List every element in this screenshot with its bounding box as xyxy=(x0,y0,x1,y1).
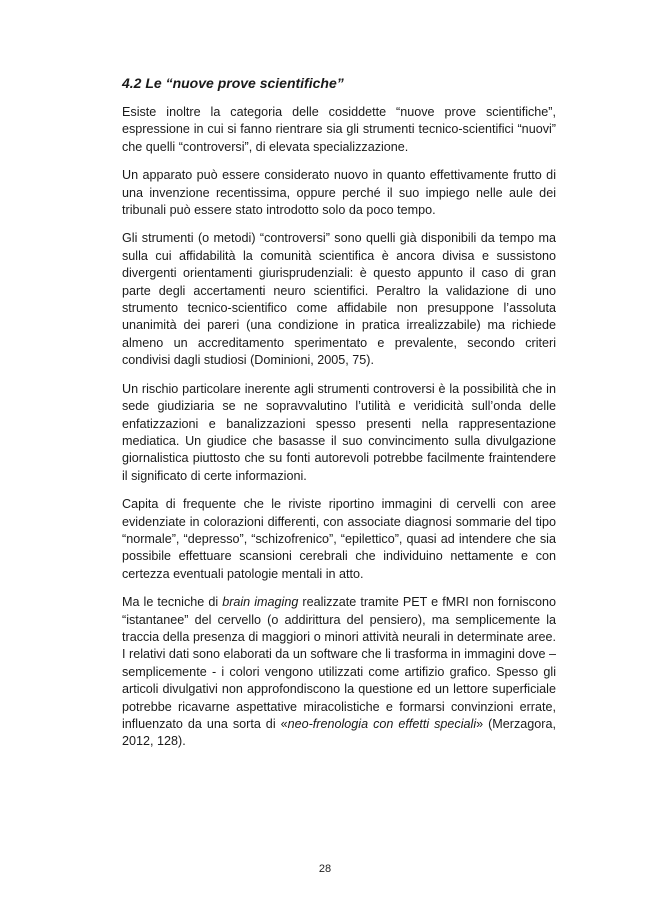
paragraph-2: Un apparato può essere considerato nuovo in quanto effettivamente frutto di una invenzione recentissima, oppure perché il suo impiego nelle aule dei tribunali può essere stato introdotto solo da poco tempo. xyxy=(122,168,556,218)
paragraph-6-text-2: realizzate tramite PET e fMRI non forniscono “istantanee” del cervello (o addirittura del pensiero), ma semplicemente la traccia della presenza di maggiori o minori attività neurali in determinate aree. I relativi dati sono elaborati da un software che li trasforma in immagini dove – semplicemente - i colori vengono utilizzati come artifizio grafico. Spesso gli articoli divulgativi non approfondiscono la questione ed un lettore superficiale potrebbe ricavarne aspettative miracolistiche e formarsi convinzioni errate, influenzato da una sorta di « xyxy=(122,595,556,731)
section-heading: 4.2 Le “nuove prove scientifiche” xyxy=(122,75,344,91)
page-content xyxy=(122,74,556,762)
paragraph-5: Capita di frequente che le riviste riportino immagini di cervelli con aree evidenziate in colorazioni differenti, con associate diagnosi sommarie del tipo “normale”, “depresso”, “schizofrenico”, “epilettico”, quasi ad intendere che sia possibile effettuare scansioni cerebrali che individuino nettamente e con certezza eventuali patologie mentali in atto. xyxy=(122,497,556,581)
paragraph-6 xyxy=(122,594,556,751)
paragraph-4: Un rischio particolare inerente agli strumenti controversi è la possibilità che in sede giudiziaria se ne sopravvalutino l’utilità e veridicità sull’onda delle enfatizzazioni e banalizzazioni spesso presenti nella rappresentazione mediatica. Un giudice che basasse il suo convincimento sulla divulgazione giornalistica piuttosto che su fonti autorevoli potrebbe facilmente fraintendere il significato di certe informazioni. xyxy=(122,381,556,483)
paragraph-1: Esiste inoltre la categoria delle cosiddette “nuove prove scientifiche”, espressione in cui si fanno rientrare sia gli strumenti tecnico-scientifici “nuovi” che quelli “controversi”, di elevata specializzazione. xyxy=(122,105,556,154)
paragraph-6-italic-term: brain imaging xyxy=(222,595,299,610)
page-number: 28 xyxy=(318,863,332,875)
paragraph-6-text-1: Ma le tecniche di xyxy=(122,595,223,610)
paragraph-6-italic-quote: neo-frenologia con effetti speciali xyxy=(287,717,477,731)
paragraph-3: Gli strumenti (o metodi) “controversi” sono quelli già disponibili da tempo ma sulla cui affidabilità la comunità scientifica è ancora divisa e sussistono divergenti orientamenti giurisprudenziali: è questo appunto il caso di gran parte degli accertamenti neuro scientifici. Peraltro la validazione di uno strumento tecnico-scientifico come affidabile non presuppone l’assoluta unanimità dei pareri (una condizione in pratica irrealizzabile) ma richiede almeno un accreditamento sperimentato e prevalente, secondo criteri condivisi dagli studiosi (Dominioni, 2005, 75). xyxy=(122,231,556,368)
paragraph-6-text-3: » (Merzagora, 2012, 128). xyxy=(122,717,557,749)
